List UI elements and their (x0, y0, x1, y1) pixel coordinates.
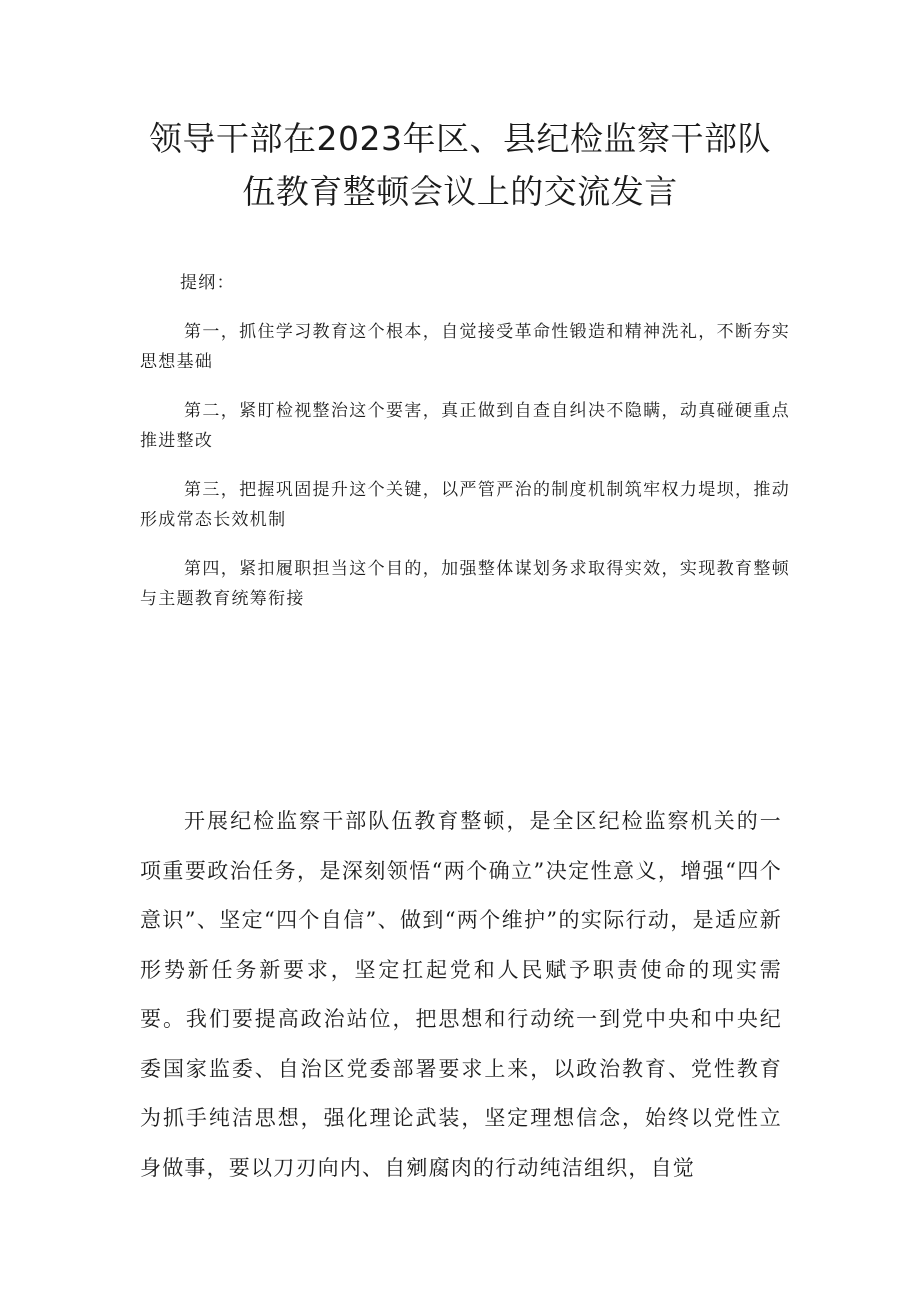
title-line-2: 伍教育整顿会议上的交流发言 (242, 172, 678, 211)
outline-item-1: 第一，抓住学习教育这个根本，自觉接受革命性锻造和精神洗礼，不断夯实思想基础 (140, 322, 790, 372)
outline-item-3: 第三，把握巩固提升这个关键，以严管严治的制度机制筑牢权力堤坝，推动形成常态长效机制 (140, 480, 790, 530)
outline-item-4: 第四，紧扣履职担当这个目的，加强整体谋划务求取得实效，实现教育整顿与主题教育统筹衔接 (140, 559, 790, 609)
outline-item-2: 第二，紧盯检视整治这个要害，真正做到自查自纠决不隐瞒，动真碰硬重点推进整改 (140, 401, 790, 451)
outline-label: 提纲： (180, 273, 235, 293)
document-title (120, 112, 800, 218)
title-line-1: 领导干部在2023年区、县纪检监察干部队 (149, 119, 771, 158)
outline-section (140, 268, 790, 633)
body-paragraph: 开展纪检监察干部队伍教育整顿，是全区纪检监察机关的一项重要政治任务，是深刻领悟“两个确立”决定性意义，增强“四个意识”、坚定“四个自信”、做到“两个维护”的实际行动，是适应新形势新任务新要求，坚定扛起党和人民赋予职责使命的现实需要。我们要提高政治站位，把思想和行动统一到党中央和中央纪委国家监委、自治区党委部署要求上来，以政治教育、党性教育为抓手纯洁思想，强化理论武装，坚定理想信念，始终以党性立身做事，要以刀刃向内、自剜腐肉的行动纯洁组织，自觉 (140, 809, 782, 1180)
